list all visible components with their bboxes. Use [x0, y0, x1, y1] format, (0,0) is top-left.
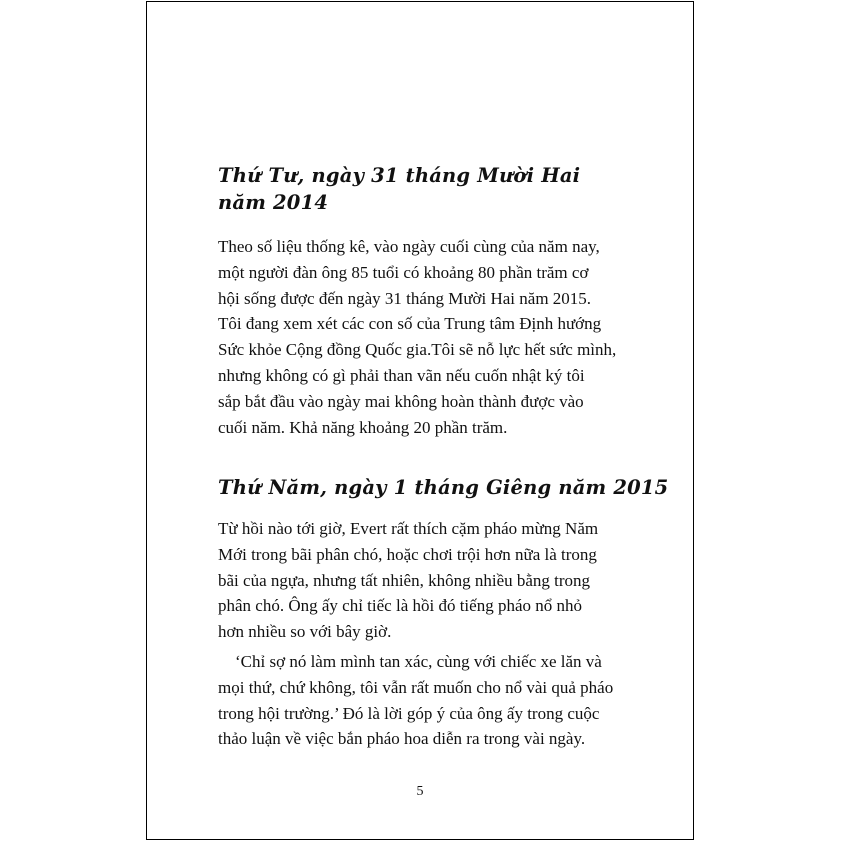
entry-heading-continued: năm 2014 — [218, 191, 329, 214]
text-line: nhưng không có gì phải than vãn nếu cuốn nhật ký tôi — [218, 365, 585, 385]
text-line: ‘Chỉ sợ nó làm mình tan xác, cùng với chiếc xe lăn và — [235, 652, 602, 671]
text-line: sắp bắt đầu vào ngày mai không hoàn thành được vào — [218, 391, 584, 411]
book-page — [146, 1, 694, 840]
text-line: trong hội trường.’ Đó là lời góp ý của ông ấy trong cuộc — [218, 703, 600, 723]
text-line: một người đàn ông 85 tuổi có khoảng 80 phần trăm cơ — [218, 262, 589, 282]
text-line: Mới trong bãi phân chó, hoặc chơi trội hơn nữa là trong — [218, 544, 597, 564]
text-line: Tôi đang xem xét các con số của Trung tâm Định hướng — [218, 314, 602, 334]
text-line: Theo số liệu thống kê, vào ngày cuối cùng của năm nay, — [218, 237, 600, 256]
text-line: Sức khỏe Cộng đồng Quốc gia.Tôi sẽ nỗ lực hết sức mình, — [218, 340, 617, 360]
text-line: cuối năm. Khả năng khoảng 20 phần trăm. — [218, 417, 508, 437]
entry-paragraph — [218, 234, 638, 440]
entry-heading: Thứ Tư, ngày 31 tháng Mười Hai — [218, 164, 581, 187]
text-line: thảo luận về việc bắn pháo hoa diễn ra trong vài ngày. — [218, 729, 586, 749]
page-number: 5 — [416, 784, 424, 799]
text-line: mọi thứ, chứ không, tôi vẫn rất muốn cho nổ vài quả pháo — [218, 677, 614, 697]
entry-heading: Thứ Năm, ngày 1 tháng Giêng năm 2015 — [218, 476, 669, 499]
entry-paragraph — [218, 516, 638, 645]
text-line: hội sống được đến ngày 31 tháng Mười Hai năm 2015. — [218, 288, 592, 308]
text-line: bãi của ngựa, nhưng tất nhiên, không nhiều bằng trong — [218, 570, 591, 590]
text-line: phân chó. Ông ấy chỉ tiếc là hồi đó tiếng pháo nổ nhỏ — [218, 596, 582, 616]
text-line: hơn nhiều so với bây giờ. — [218, 622, 392, 642]
entry-paragraph — [218, 649, 638, 752]
text-line: Từ hồi nào tới giờ, Evert rất thích cặm pháo mừng Năm — [218, 519, 599, 538]
